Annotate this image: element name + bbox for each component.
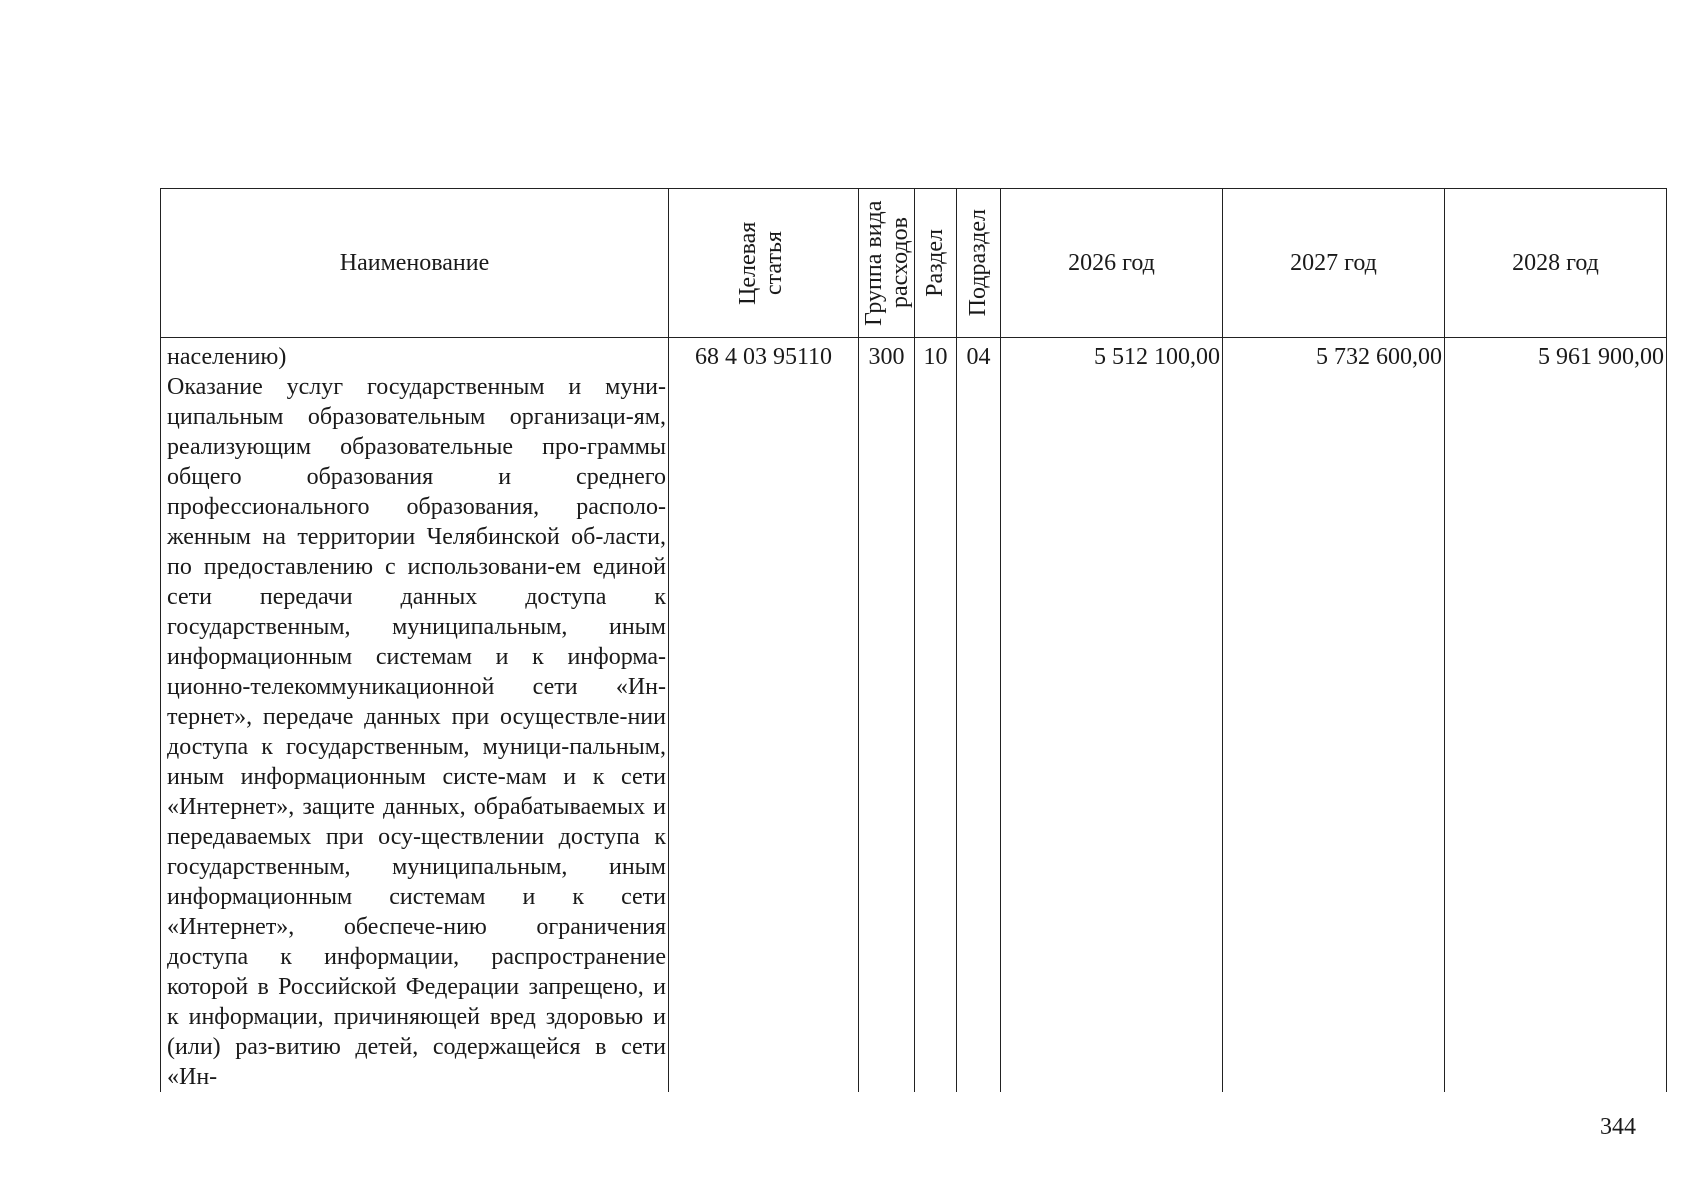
row-section: 10: [923, 344, 948, 370]
header-subsection: [957, 189, 1001, 338]
header-subsection-text: Подраздел: [964, 209, 991, 317]
cell-name: [161, 338, 669, 1093]
row-year-2027: 5 732 600,00: [1316, 344, 1442, 370]
row-expense-group: 300: [868, 344, 905, 370]
page-number: 344: [1600, 1114, 1636, 1140]
row-year-2026: 5 512 100,00: [1094, 344, 1220, 370]
header-expense-group: [859, 189, 915, 338]
row-name-text: населению) Оказание услуг государственным и муни-ципальным образовательным организаци-ям, реализующим образовательные про-граммы общего образования и среднего профессионального образования, располо-женным на территории Челябинской об-ласти, по предоставлению с использовани-ем единой сети передачи данных доступа к государственным, муниципальным, иным информационным системам и к информа-ционно-телекоммуникационной сети «Ин-тернет», передаче данных при осуществле-нии доступа к государственным, муници-пальным, иным информационным систе-мам и к сети «Интернет», защите данных, обрабатываемых и передаваемых при осу-ществлении доступа к государственным, муниципальным, иным информационным системам и к сети «Интернет», обеспече-нию ограничения доступа к информации, распространение которой в Российской Федерации запрещено, и к информации, причиняющей вред здоровью и (или) раз-витию детей, содержащейся в сети «Ин-: [167, 344, 666, 1090]
header-target-article: [669, 189, 859, 338]
row-target-article: 68 4 03 95110: [694, 344, 833, 370]
header-year-2028: 2028 год: [1445, 189, 1667, 338]
cell-target-article: [669, 338, 859, 1093]
row-year-2028: 5 961 900,00: [1538, 344, 1664, 370]
header-row: [161, 189, 1667, 338]
header-target-article-text: Целевая статья: [734, 221, 787, 305]
cell-expense-group: [859, 338, 915, 1093]
cell-year-2026: [1001, 338, 1223, 1093]
header-name: Наименование: [161, 189, 669, 338]
row-subsection: 04: [966, 344, 991, 370]
header-section: [915, 189, 957, 338]
table-row: [161, 338, 1667, 1093]
header-expense-group-text: Группа вида расходов: [860, 200, 913, 326]
header-section-text: Раздел: [921, 229, 948, 297]
header-year-2026: 2026 год: [1001, 189, 1223, 338]
cell-section: [915, 338, 957, 1093]
cell-subsection: [957, 338, 1001, 1093]
cell-year-2028: [1445, 338, 1667, 1093]
header-year-2027: 2027 год: [1223, 189, 1445, 338]
cell-year-2027: [1223, 338, 1445, 1093]
budget-table: [160, 188, 1667, 1092]
